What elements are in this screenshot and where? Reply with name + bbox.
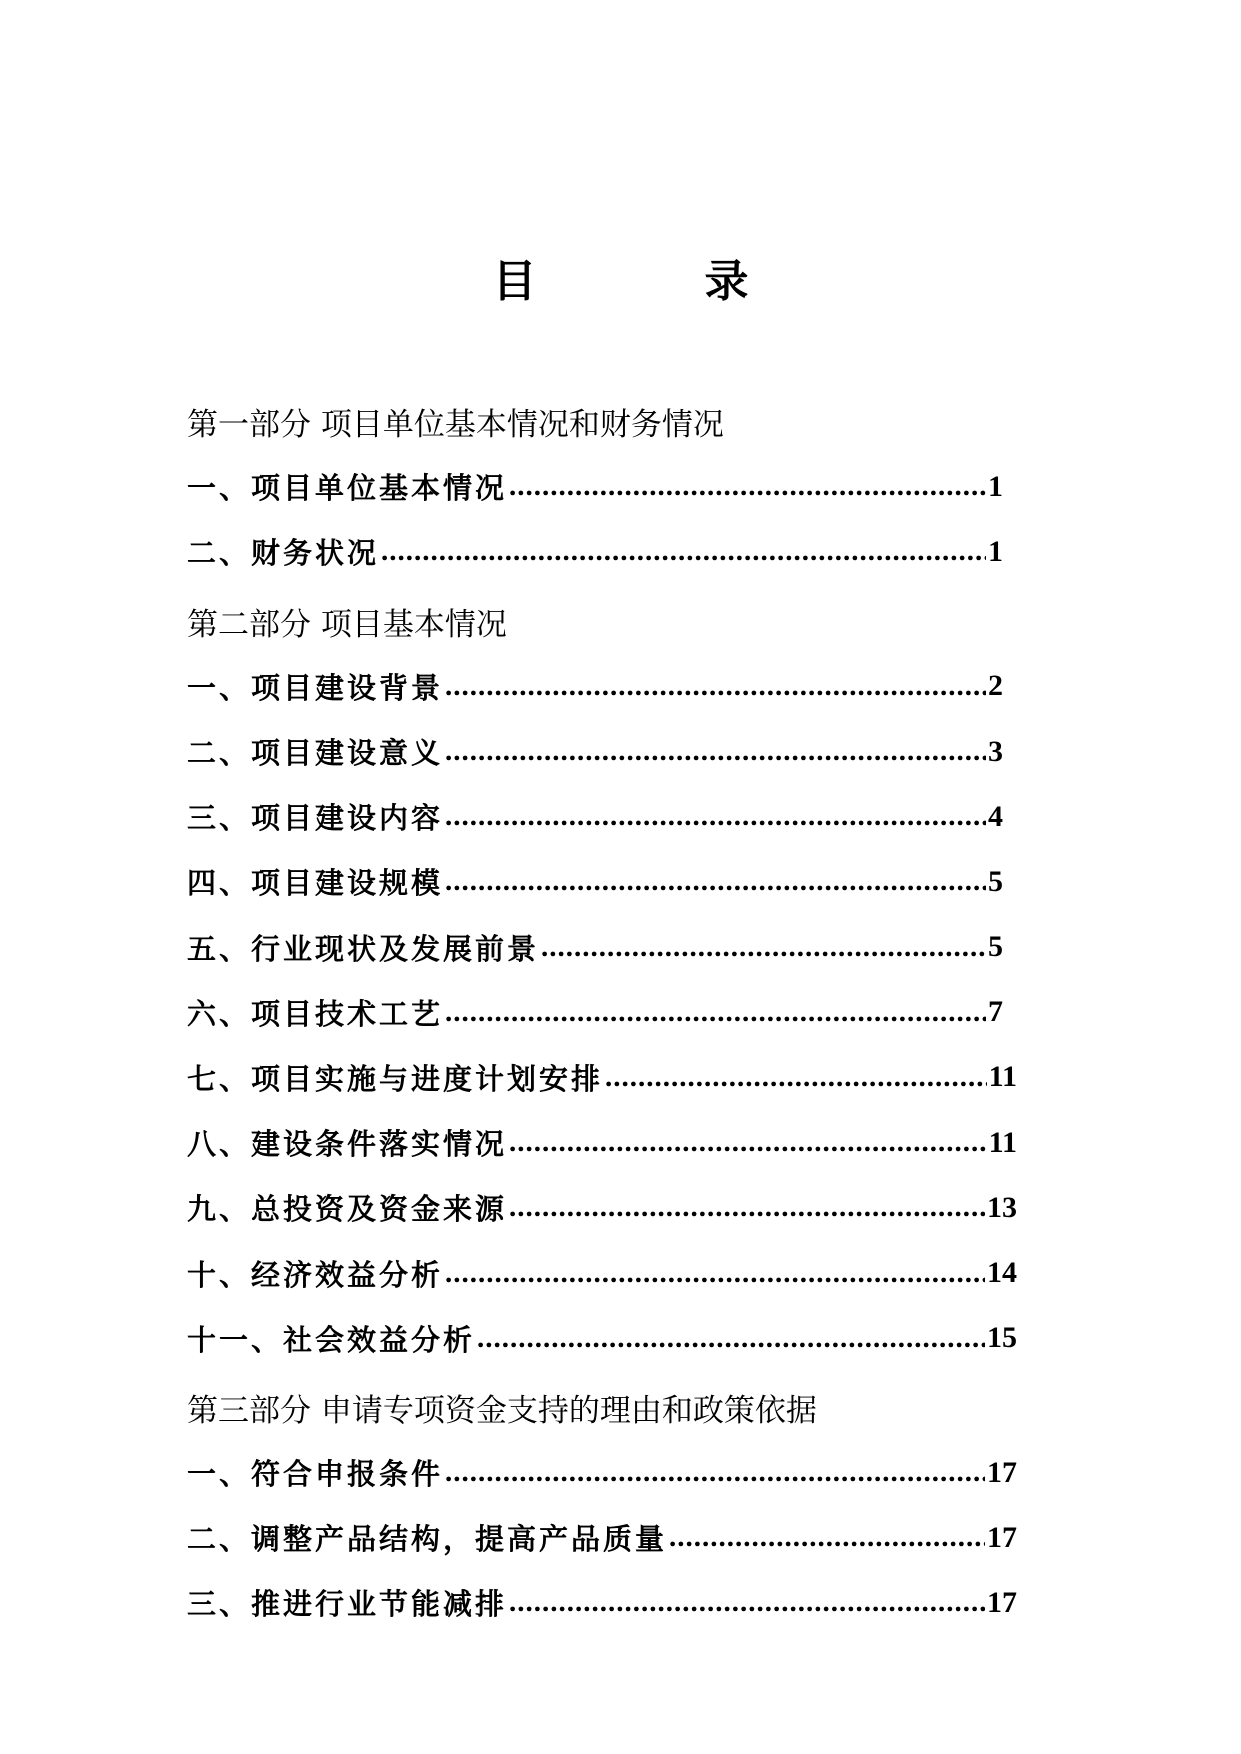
toc-entry-label: 二、财务状况	[187, 536, 380, 571]
toc-page-number: 14	[987, 1256, 1017, 1290]
toc-leader-dots	[605, 1061, 987, 1094]
toc-entry	[187, 1505, 1017, 1570]
toc-entry	[187, 1045, 1017, 1110]
toc-part-heading: 第一部分 项目单位基本情况和财务情况	[187, 407, 724, 444]
toc-entry	[187, 454, 1003, 519]
toc-entry	[187, 784, 1003, 849]
toc-entry-label: 四、项目建设规模	[187, 866, 444, 901]
toc-entry-label: 三、项目建设内容	[187, 801, 444, 836]
toc-page-number: 2	[988, 669, 1003, 703]
toc-leader-dots	[445, 670, 986, 703]
toc-entry	[187, 719, 1003, 784]
toc-page-number: 1	[988, 469, 1003, 503]
toc-leader-dots	[445, 735, 986, 768]
toc-entry-label: 六、项目技术工艺	[187, 996, 444, 1031]
toc-entry	[187, 849, 1003, 914]
table-of-contents	[187, 385, 1017, 1636]
toc-leader-dots	[445, 996, 986, 1029]
toc-entry	[187, 980, 1003, 1045]
toc-entry-label: 十一、社会效益分析	[187, 1322, 476, 1357]
toc-leader-dots	[509, 1586, 985, 1619]
toc-leader-dots	[445, 1456, 985, 1489]
toc-entry	[187, 519, 1003, 584]
toc-entry-label: 九、总投资及资金来源	[187, 1192, 508, 1227]
toc-entry-label: 五、行业现状及发展前景	[187, 931, 540, 966]
toc-entry-label: 八、建设条件落实情况	[187, 1127, 508, 1162]
toc-leader-dots	[477, 1322, 985, 1355]
toc-page-number: 5	[988, 930, 1003, 964]
toc-entry-label: 七、项目实施与进度计划安排	[187, 1061, 604, 1096]
toc-entry	[187, 1110, 1017, 1175]
toc-entry	[187, 1306, 1017, 1371]
toc-leader-dots	[669, 1521, 985, 1554]
toc-page-number: 11	[988, 1060, 1017, 1094]
toc-leader-dots	[381, 535, 986, 568]
toc-page-number: 7	[988, 995, 1003, 1029]
toc-page-number: 1	[988, 534, 1003, 568]
toc-leader-dots	[541, 931, 986, 964]
toc-page-number: 11	[988, 1125, 1017, 1159]
toc-part-heading: 第三部分 申请专项资金支持的理由和政策依据	[187, 1392, 817, 1429]
toc-entry-label: 一、项目建设背景	[187, 670, 444, 705]
toc-part-heading: 第二部分 项目基本情况	[187, 606, 507, 643]
toc-entry-label: 十、经济效益分析	[187, 1257, 444, 1292]
toc-page-number: 3	[988, 734, 1003, 768]
toc-entry-label: 三、推进行业节能减排	[187, 1587, 508, 1622]
toc-page-number: 17	[987, 1455, 1017, 1489]
toc-leader-dots	[445, 1257, 985, 1290]
toc-page-number: 17	[987, 1520, 1017, 1554]
toc-entry-label: 二、调整产品结构，提高产品质量	[187, 1522, 668, 1557]
toc-page-number: 15	[987, 1321, 1017, 1355]
toc-entry	[187, 1240, 1017, 1305]
toc-entry	[187, 915, 1003, 980]
toc-leader-dots	[509, 1191, 985, 1224]
toc-entry-label: 二、项目建设意义	[187, 736, 444, 771]
toc-entry	[187, 1440, 1017, 1505]
toc-entry	[187, 1175, 1017, 1240]
toc-leader-dots	[509, 1126, 987, 1159]
toc-entry-label: 一、符合申报条件	[187, 1457, 444, 1492]
toc-leader-dots	[445, 800, 986, 833]
toc-leader-dots	[509, 470, 986, 503]
toc-entry	[187, 1570, 1017, 1635]
page-title: 目 录	[492, 256, 811, 307]
toc-page-number: 4	[988, 799, 1003, 833]
toc-page-number: 13	[987, 1190, 1017, 1224]
toc-page-number: 5	[988, 864, 1003, 898]
toc-page-number: 17	[987, 1585, 1017, 1619]
toc-entry-label: 一、项目单位基本情况	[187, 471, 508, 506]
toc-leader-dots	[445, 865, 986, 898]
toc-entry	[187, 654, 1003, 719]
